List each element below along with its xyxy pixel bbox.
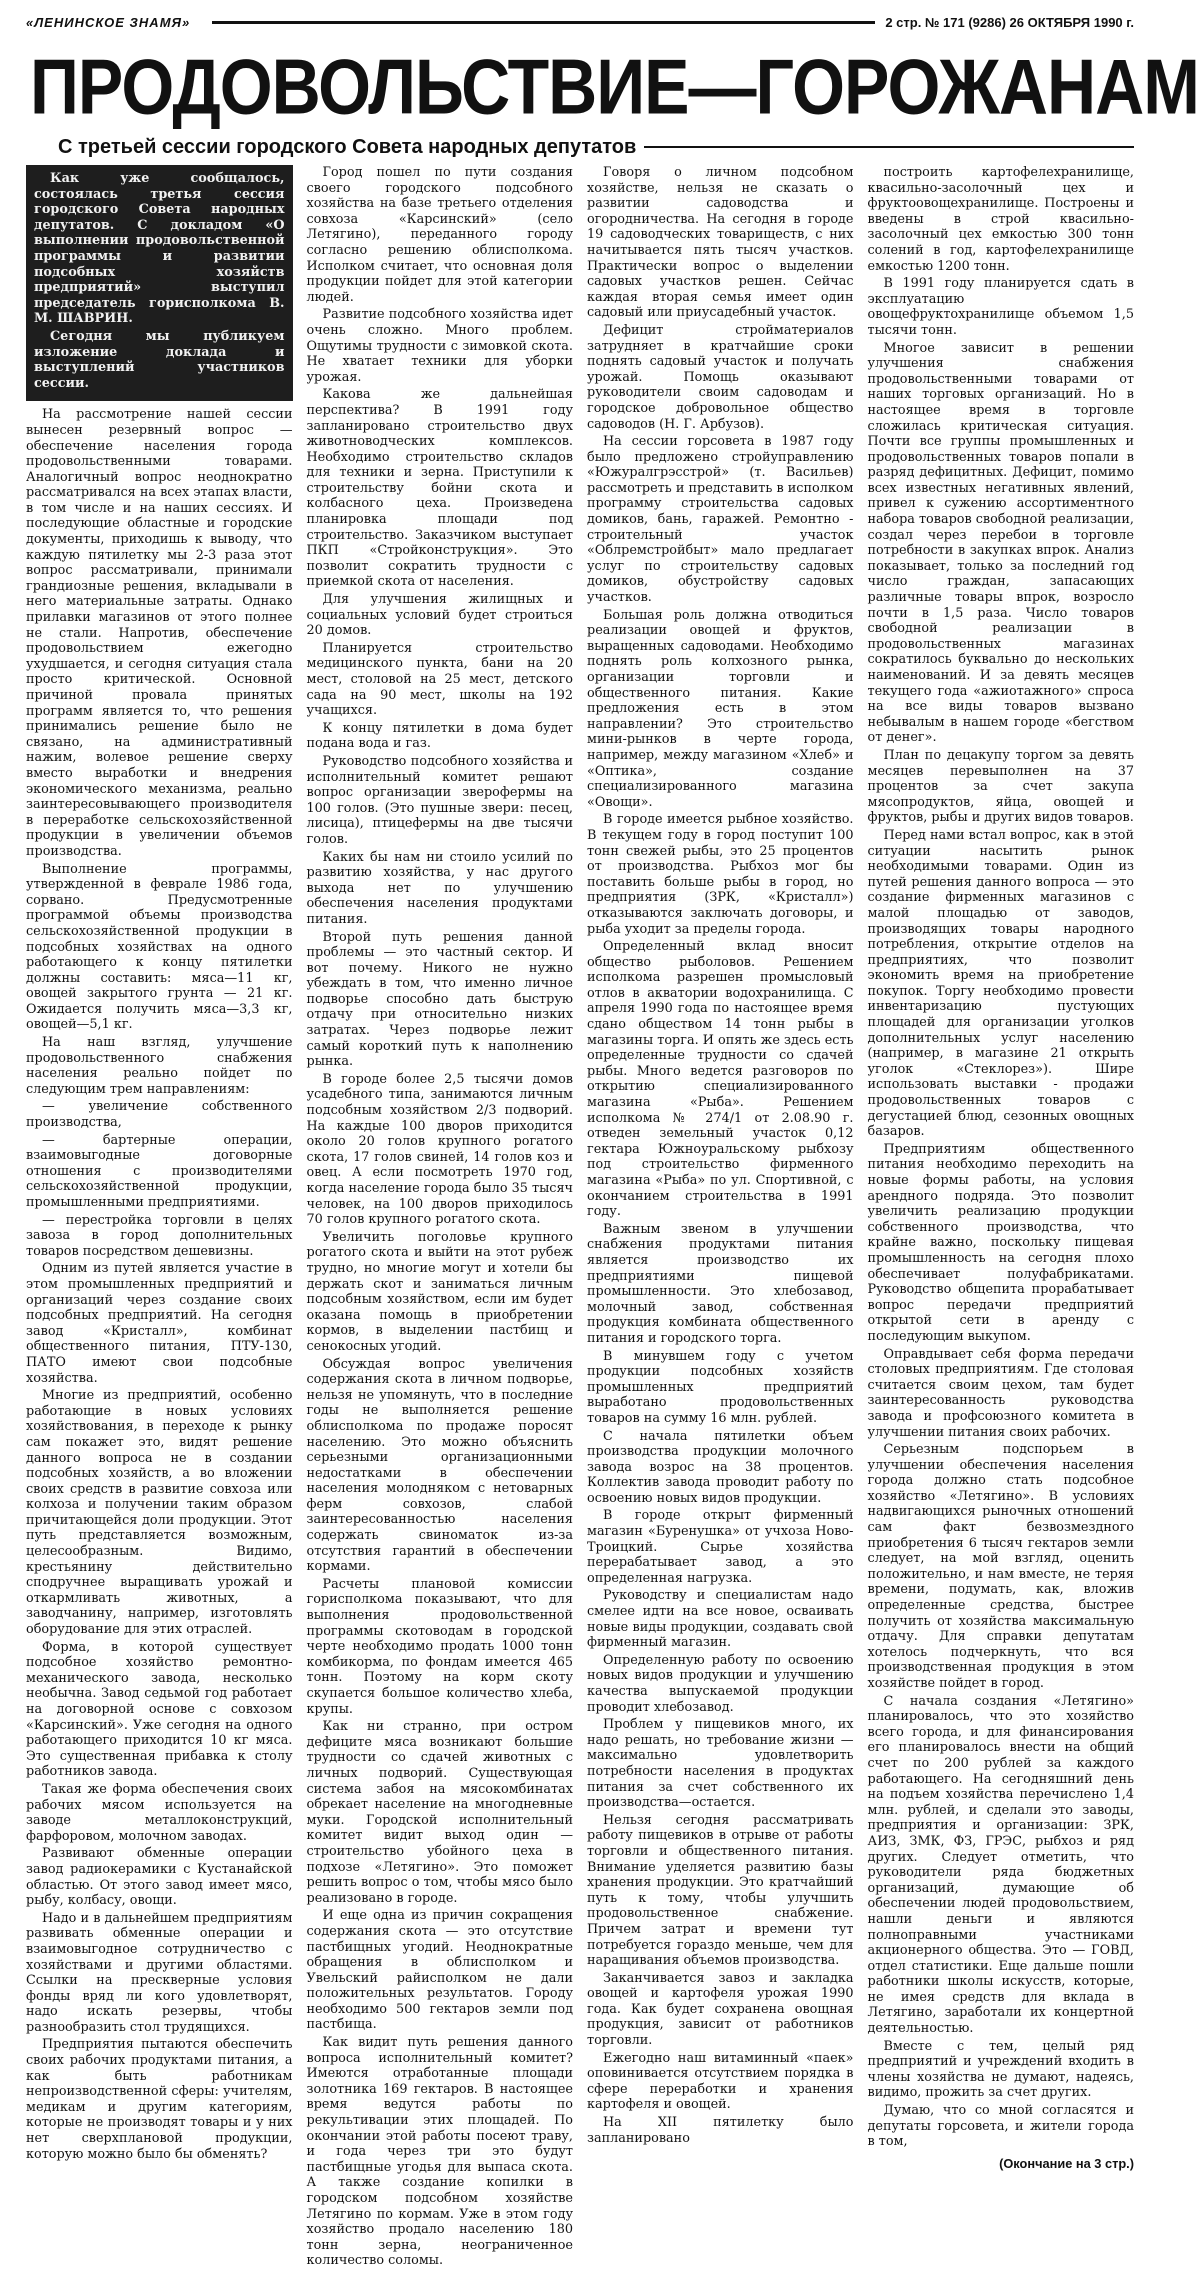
article-paragraph: Какова же дальнейшая перспектива? В 1991 году запланировано строительство двух животноводческих комплексов. Необходимо строительство складов для техники и зерна. Приступили к строительству бойни скота и колбасного цеха. Произведена планировка площади под строительство. Заказчиком выступает ПКП «Стройконструкция». Это позволит сократить трудности с приемкой скота от населения. (306, 387, 573, 590)
article-paragraph: — бартерные операции, взаимовыгодные договорные отношения с производителями сельскохозяйственной продукции, промышленными предприятиями. (26, 1132, 293, 1210)
masthead-rule (212, 21, 875, 24)
article-paragraph: Одним из путей является участие в этом промышленных предприятий и организаций через создание своих подсобных предприятий. На сегодня завод «Кристалл», комбинат общественного питания, ПТУ-130, ПАТО имеют свои подсобные хозяйства. (26, 1261, 293, 1386)
subheadline-bar (58, 132, 1134, 162)
article-paragraph: Заканчивается завоз и закладка овощей и картофеля урожая 1990 года. Как будет сохранена овощная продукция, зависит от работников торговли. (587, 1970, 854, 2049)
article-paragraph: Нельзя сегодня рассматривать работу пищевиков в отрыве от работы торговли и общественного питания. Внимание уделяется развитию базы хранения продукции. Это кратчайший путь к тому, чтобы улучшить продовольственное снабжение. Причем затрат и времени тут потребуется гораздо меньше, чем для наращивания объемов производства. (587, 1812, 854, 1969)
article-paragraph: Расчеты плановой комиссии горисполкома показывают, что для выполнения продовольственной программы скотоводам в городской черте необходимо продать 1000 тонн комбикорма, по фондам имеется 465 тонн. Поэтому на корм скоту скупается большое количество хлеба, крупы. (306, 1576, 573, 1717)
article-paragraph: В минувшем году с учетом продукции подсобных хозяйств промышленных предприятий выработано продовольственных товаров на сумму 16 млн. рублей. (587, 1348, 854, 1426)
article-paragraph: Второй путь решения данной проблемы — это частный сектор. И вот почему. Никого не нужно убеждать в том, что именно личное подворье способно дать быструю отдачу при относительно низких затратах. Через подворье лежит самый короткий путь к наполнению рынка. (306, 929, 573, 1070)
article-paragraph: Большая роль должна отводиться реализации овощей и фруктов, выращенных садоводами. Необходимо поднять роль колхозного рынка, организации торговли и общественного питания. Какие предложения есть в этом направлении? Это строительство мини-рынков в черте города, например, между магазином «Хлеб» и «Оптика», создание специализированного магазина «Овощи». (587, 607, 854, 810)
article-paragraph: (Окончание на 3 стр.) (999, 2155, 1134, 2171)
article-paragraph: Такая же форма обеспечения своих рабочих мясом используется на заводе металлоконструкций, фарфоровом, молочном заводах. (26, 1781, 293, 1844)
article-paragraph: Определенный вклад вносит общество рыболовов. Решением исполкома разрешен промысловый отлов в акватории водохранилища. С апреля 1990 года по настоящее время сдано обществом 14 тонн рыбы в магазины торга. И опять же здесь есть определенные трудности со сдачей рыбы. Много ведется разговоров по открытию специализированного магазина «Рыба». Решением исполкома № 274/1 от 2.08.90 г. отведен земельный участок 0,12 гектара Южноуральскому рыбхозу под строительство фирменного магазина «Рыба» по ул. Спортивной, с окончанием строительства в 1991 году. (587, 939, 854, 1220)
article-paragraph: С начала пятилетки объем производства продукции молочного завода возрос на 38 процентов. Коллектив завода проводит работу по освоению новых видов продукции. (587, 1428, 854, 1506)
article-paragraph: Каких бы нам ни стоило усилий по развитию хозяйства, у нас другого выхода нет по улучшению обеспечения населения продуктами питания. (306, 849, 573, 927)
article-paragraph: Предприятия пытаются обеспечить своих рабочих продуктами питания, а как быть работникам непроизводственной сферы: учителям, медикам и другим категориям, которые не производят товары и у них нет сверхплановой продукции, которую можно было бы обменять? (26, 2037, 293, 2162)
article-paragraph: Развитие подсобного хозяйства идет очень сложно. Много проблем. Ощутимы трудности с зимовкой скота. Не хватает техники для уборки урожая. (306, 307, 573, 385)
article-paragraph: Думаю, что со мной согласятся и депутаты горсовета, и жители города в том, (867, 2103, 1134, 2150)
article-paragraph: Перед нами встал вопрос, как в этой ситуации насытить рынок необходимыми товарами. Один из путей решения данного вопроса — это создание фирменных магазинов с малой площадью от заводов, производящих товары народного потребления, открытие отделов на предприятиях, что позволит экономить время на приобретение покупок. Торгу необходимо провести инвентаризацию пустующих площадей для организации уголков дополнительных услуг населению (например, в магазине 21 открыть уголок «Стеклорез»). Шире использовать выставки - продажи продовольственных товаров с дегустацией блюд, сезонных овощных базаров. (867, 827, 1135, 1140)
article-column-2 (306, 165, 574, 2269)
article-paragraph: Важным звеном в улучшении снабжения продуктами питания является производство их предприятиями пищевой промышленности. Это хлебозавод, молочный завод, собственная продукция комбината общественного питания и городского торга. (587, 1221, 854, 1346)
article-paragraph: Многие из предприятий, особенно работающие в новых условиях хозяйствования, в переходе к рынку сам покажет это, видят решение данного вопроса не в создании подсобных хозяйств, а во вложении своих средств в развитие совхоза или колхоза и получении таким образом причитающейся доли продукции. Этот путь представляется возможным, целесообразным. Видимо, крестьянину действительно сподручнее выращивать урожай и откармливать животных, а заводчанину, например, изготовлять оборудование для этих отраслей. (26, 1388, 293, 1638)
article-column-1 (26, 165, 293, 2162)
subheadline: С третьей сессии городского Совета народных депутатов (58, 135, 637, 158)
article-paragraph: На наш взгляд, улучшение продовольственного снабжения населения реально пойдет по следующим трем направлениям: (26, 1035, 293, 1097)
article-paragraph: Оправдывает себя форма передачи столовых предприятиям. Где столовая считается своим цехом, там будет заинтересованность руководства завода и профсоюзного комитета в улучшении питания своих рабочих. (867, 1346, 1134, 1440)
article-paragraph: Говоря о личном подсобном хозяйстве, нельзя не сказать о развитии садоводства и огородничества. На сегодня в городе 19 садоводческих товариществ, с них начитывается пять тысяч участков. Практически вопрос о выделении садовых участков решен. Сейчас каждая вторая семья имеет один садовый или приусадебный участок. (587, 165, 854, 321)
article-paragraph: Дефицит стройматериалов затрудняет в кратчайшие сроки поднять садовый участок и получать урожай. Помощь оказывают руководители своим садоводам и городское добровольное общество садоводов (Н. Г. Арбузов). (587, 322, 854, 432)
article-paragraph: На XII пятилетку было запланировано (587, 2115, 854, 2146)
headline: ПРОДОВОЛЬСТВИЕ—ГОРОЖАНАМ (30, 43, 1199, 131)
article-paragraph: К концу пятилетки в дома будет подана вода и газ. (306, 720, 573, 752)
article-paragraph: Проблем у пищевиков много, их надо решать, но требование жизни — максимально удовлетворить потребности населения в продуктах питания за счет собственного их производства—остается. (587, 1717, 854, 1811)
article-paragraph: Планируется строительство медицинского пункта, бани на 20 мест, столовой на 25 мест, детского сада на 90 мест, школы на 192 учащихся. (306, 640, 573, 719)
article-paragraph: План по децакупу торгом за девять месяцев перевыполнен на 37 процентов за счет закупа мясопродуктов, яйца, овощей и фруктов, рыбы и других видов товаров. (867, 747, 1134, 826)
lead-paragraph: Сегодня мы публикуем изложение доклада и выступлений участников сессии. (34, 328, 285, 391)
article-column-4 (867, 165, 1135, 2171)
article-paragraph: На сессии горсовета в 1987 году было предложено стройуправлению «Южуралгрэсстрой» (т. Васильев) рассмотреть и представить в исполком программу строительства садовых домиков, бань, гаражей. Ремонтно - строительный участок «Облремстройбыт» мало предлагает услуг по строительству садовых домиков, обустройству садовых участков. (587, 434, 854, 606)
article-paragraph: Вместе с тем, целый ряд предприятий и учреждений входить в члены хозяйства не думают, надеясь, видимо, прожить за счет других. (867, 2038, 1134, 2101)
article-paragraph: Надо и в дальнейшем предприятиям развивать обменные операции и взаимовыгодное сотрудничество с хозяйствами и другими областями. Ссылки на прескверные условия фонды вряд ли кого удовлетворят, надо искать резервы, чтобы разнообразить стол трудящихся. (26, 1910, 293, 2035)
article-paragraph: В городе более 2,5 тысячи домов усадебного типа, занимаются личным подсобным хозяйством 2/3 подворий. На каждые 100 дворов приходится около 20 голов крупного рогатого скота, 17 голов свиней, 14 голов коз и овец. А если посмотреть 1970 год, когда население города было 35 тысяч человек, на 100 дворов приходилось 70 голов крупного рогатого скота. (306, 1071, 573, 1228)
subheadline-rule (644, 146, 1134, 148)
article-paragraph: Для улучшения жилищных и социальных условий будет строиться 20 домов. (306, 592, 573, 639)
article-paragraph: — увеличение собственного производства, (26, 1099, 293, 1131)
article-paragraph: В городе имеется рыбное хозяйство. В текущем году в город поступит 100 тонн свежей рыбы, это 25 процентов от производства. Рыбхоз мог бы поставить больше рыбы в город, но предприятия (ЗРК, «Кристалл») отказываются заключать договоры, и рыба уходит за пределы города. (587, 812, 854, 937)
article-paragraph: Развивают обменные операции завод радиокерамики с Кустанайской областью. От этого завод имеет мясо, рыбу, колбасу, овощи. (26, 1846, 293, 1909)
article-paragraph: Как видит путь решения данного вопроса исполнительный комитет? Имеются отработанные площади золотника 169 гектаров. В настоящее время ведутся работы по рекультивации этих площадей. По окончании этой работы посеют траву, и года через три это будут пастбищные угодья для выпаса скота. А также создание копилки в городском подсобном хозяйстве Летягино по кормам. Уже в этом году хозяйство продало населению 180 тонн зерна, неограниченное количество соломы. (306, 2035, 573, 2269)
article-paragraph: Определенную работу по освоению новых видов продукции и улучшению качества выпускаемой продукции проводит хлебозавод. (587, 1652, 854, 1715)
article-paragraph: В городе открыт фирменный магазин «Буренушка» от учхоза Ново-Троицкий. Сырье хозяйства перерабатывает завод, а это определенная нагрузка. (587, 1508, 854, 1586)
masthead-bar (26, 8, 1134, 36)
article-paragraph: Многое зависит в решении улучшения снабжения продовольственными товарами от наших торговых организаций. Но в настоящее время в торговле сложилась критическая ситуация. Почти все группы промышленных и продовольственных товаров попали в разряд дефицитных. Дефицит, помимо всех известных негативных явлений, привел к сужению ассортиментного набора товаров свободной реализации, создал через перебои в торговле потребности в закупках впрок. Анализ показывает, только за последний год число граждан, запасающих различные товары впрок, возросло почти в 1,5 раза. Число товаров свободной реализации в продовольственных магазинах сократилось буквально до нескольких наименований. И за девять месяцев текущего года «ажиотажного» спроса на все виды товаров вызвано небывалым в нашем городе «бегством от денег». (867, 340, 1134, 746)
article-paragraph: Город пошел по пути создания своего городского подсобного хозяйства на базе третьего отделения совхоза «Карсинский» (село Летягино), переданного городу согласно решению облисполкома. Исполком считает, что основная доля продукции пойдет для этой категории людей. (306, 165, 573, 305)
article-paragraph: Ежегодно наш витаминный «паек» оповинивается отсутствием порядка в сфере переработки и хранения картофеля и овощей. (587, 2050, 854, 2113)
article-column-3 (587, 165, 854, 2146)
article-paragraph: построить картофелехранилище, квасильно-засолочный цех и фруктоовощехранилище. Построены и введены в строй квасильно-засолочный цех емкостью 300 тонн солений в год, картофелехранилище емкостью 1200 тонн. (867, 165, 1134, 274)
article-paragraph: Серьезным подспорьем в улучшении обеспечения населения города должно стать подсобное хозяйство «Летягино». В условиях надвигающихся рыночных отношений сам факт безвозмездного приобретения 6 тысяч гектаров земли следует, на мой взгляд, оценить положительно, и нам вместе, не теряя времени, подумать, как, вложив определенные средства, быстрее получить от хозяйства максимальную отдачу. Для справки депутатам хотелось подчеркнуть, что вся производственная продукция в этом хозяйстве пойдет в город. (867, 1442, 1134, 1691)
article-paragraph: Выполнение программы, утвержденной в феврале 1986 года, сорвано. Предусмотренные программой объемы производства сельскохозяйственной продукции в подсобных хозяйствах на одного работающего к концу пятилетки должны составить: мяса—11 кг, овощей закрытого грунта — 21 кг. Ожидается получить мяса—3,3 кг, овощей—5,1 кг. (26, 861, 293, 1033)
article-paragraph: Предприятиям общественного питания необходимо переходить на новые формы работы, на условия арендного подряда. Это позволит увеличить реализацию продукции собственного производства, что крайне важно, поскольку пищевая промышленность на сегодня плохо обеспечивает полуфабрикатами. Руководство общепита прорабатывает вопрос передачи предприятий открытой сети в аренду с последующим выкупом. (867, 1141, 1134, 1344)
article-paragraph: Руководству и специалистам надо смелее идти на все новое, осваивать новые виды продукции, создавать свой фирменный магазин. (587, 1588, 854, 1651)
lead-box (26, 165, 293, 401)
article-paragraph: И еще одна из причин сокращения содержания скота — это отсутствие пастбищных угодий. Неоднократные обращения в облисполком и Увельский райисполком не дали положительных результатов. Городу необходимо 500 гектаров земли под пастбища. (306, 1908, 573, 2033)
article-paragraph: Как ни странно, при остром дефиците мяса возникают большие трудности со сдачей животных с личных подворий. Существующая система забоя на мясокомбинатах обрекает население на многодневные муки. Городской исполнительный комитет видит выход один — строительство убойного цеха в подхозе «Летягино». Это поможет решить вопрос о том, чтобы мясо было реализовано в городе. (306, 1719, 573, 1906)
issue-line: 2 стр. № 171 (9286) 26 ОКТЯБРЯ 1990 г. (885, 14, 1134, 30)
article-paragraph: На рассмотрение нашей сессии вынесен резервный вопрос — обеспечение населения города продовольственными товарами. Аналогичный вопрос неоднократно рассматривался на всех этапах власти, в том числе и на наших сессиях. И последующие областные и городские документы, приходишь к выводу, что каждую пятилетку мы 2-3 раза этот вопрос рассматривали, принимали грандиозные решения, вкладывали в него материальные затраты. Однако прилавки магазинов от этого полнее не стали. Напротив, обеспечение продовольствием ежегодно ухудшается, и сегодня ситуация стала просто критической. Основной причиной провала принятых программ является то, что решения принимались решение было не связано, на административный нажим, волевое решение сверху вместо выработки и внедрения экономического механизма, реально заинтересовывающего производителя в переработке сельскохозяйственной продукции в увеличении объемов производства. (26, 407, 293, 859)
article-paragraph: — перестройка торговли в целях завоза в город дополнительных товаров посредством дешевизны. (26, 1212, 293, 1259)
article-paragraph: В 1991 году планируется сдать в эксплуатацию овощефруктохранилище объемом 1,5 тысячи тонн. (867, 276, 1134, 338)
article-paragraph: Форма, в которой существует подсобное хозяйство ремонтно-механического завода, несколько необычна. Завод седьмой год работает на договорной основе с совхозом «Карсинский». Уже сегодня на одного работающего приходится 10 кг мяса. Это существенная прибавка к столу работников завода. (26, 1639, 293, 1780)
article-paragraph: Обсуждая вопрос увеличения содержания скота в личном подворье, нельзя не упомянуть, что в последние годы не выполняется решение облисполкома по продаже поросят населению. Это можно объяснить серьезными организационными недостатками в обеспечении населения молодняком с нетоварных ферм совхозов, слабой заинтересованностью населения содержать свиноматок из-за отсутствия гарантий в обеспечении кормами. (306, 1356, 573, 1575)
article-paragraph: Руководство подсобного хозяйства и исполнительный комитет решают вопрос организации зверофермы на 100 голов. (Это пушные звери: песец, лисица), птицефермы на две тысячи голов. (306, 753, 573, 847)
article-columns (26, 165, 1135, 2269)
article-paragraph: Увеличить поголовье крупного рогатого скота и выйти на этот рубеж трудно, но многие могут и хотели бы держать скот и заниматься личным подсобным хозяйством, если им будет оказана помощь в приобретении кормов, в выделении пастбищ и сенокосных угодий. (306, 1229, 573, 1354)
newspaper-name: «ЛЕНИНСКОЕ ЗНАМЯ» (26, 14, 191, 30)
lead-paragraph: Как уже сообщалось, состоялась третья сессия городского Совета народных депутатов. С докладом «О выполнении продовольственной программы и развитии подсобных хозяйств предприятий» выступил председатель горисполкома В. М. ШАВРИН. (34, 171, 285, 327)
article-paragraph: С начала создания «Летягино» планировалось, что это хозяйство всего города, и для финансирования его планировалось внести на общий счет по 200 рублей за каждого работающего. На сегодняшний день на подъем хозяйства перечислено 1,4 млн. рублей, и сделали это заводы, предприятия и организации: ЗРК, АИЗ, ЗМК, ФЗ, ГРЭС, рыбхоз и ряд других. Следует отметить, что руководители ряда бюджетных организаций, думающие об обеспечении людей продовольствием, нашли деньги и являются полноправными участниками акционерного общества. Это — ГОВД, отдел статистики. Еще дальше пошли работники школы искусств, которые, не имея средств для вклада в Летягино, заработали их концертной деятельностью. (867, 1693, 1134, 2037)
